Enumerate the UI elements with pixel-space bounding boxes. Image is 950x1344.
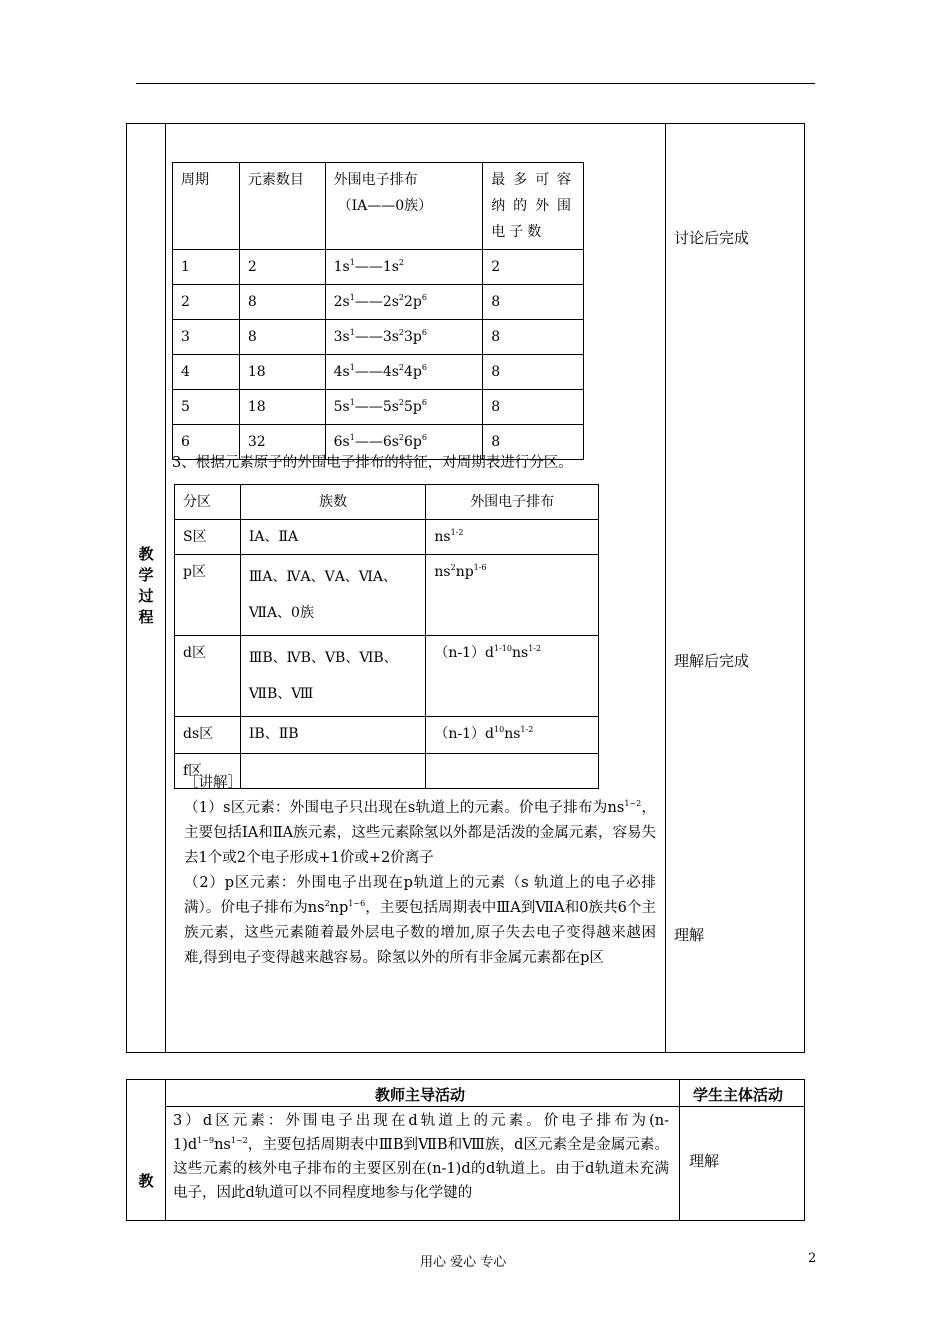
header-rule (136, 83, 815, 84)
cell-zone: S区 (175, 520, 241, 555)
student-note: 理解后完成 (674, 652, 750, 670)
table-header-row (175, 485, 599, 520)
column-divider (679, 1080, 680, 1220)
student-note: 理解 (689, 1152, 720, 1170)
cell-count: 2 (239, 250, 325, 285)
cell-period: 2 (173, 285, 240, 320)
page-number: 2 (808, 1251, 817, 1266)
footer-motto: 用心 爱心 专心 (420, 1255, 507, 1270)
header-student-activity: 学生主体活动 (693, 1086, 784, 1104)
header-teacher-activity: 教师主导活动 (375, 1086, 466, 1104)
side-label-teaching-process: 教学过程 (136, 546, 155, 630)
cell-max: 8 (483, 285, 584, 320)
cell-zone: f区 (175, 754, 241, 789)
table-row (173, 320, 584, 355)
cell-config: $1s^1——1s^2$ (325, 250, 483, 285)
cell-config: $6s^1——6s^26p^6$ (325, 425, 483, 460)
header-count: 元素数目 (239, 163, 325, 250)
cell-max: 8 (483, 355, 584, 390)
lecture-p-block: （2）p区元素：外围电子出现在p轨道上的元素（s 轨道上的电子必排满）。价电子排布为$ns^2np^{1\sim 6}$，主要包括周期表中ⅢA到ⅦA和0族共6个主族元素，这些元素随着最外层电子数的增加,原子失去电子变得越来越困难,得到电子变得越来越容易。除氢以外的所有非金属元素都在p区 (184, 875, 656, 966)
cell-count: 32 (239, 425, 325, 460)
table-row (173, 355, 584, 390)
side-label-cell (127, 124, 165, 1052)
table-row (175, 555, 599, 636)
table-header-row (173, 163, 584, 250)
cell-max: 2 (483, 250, 584, 285)
column-divider (665, 124, 666, 1052)
header-zone-config: 外围电子排布 (426, 485, 599, 520)
cell-zone-config: $(n-1)d^{10}ns^{1-2}$ (426, 717, 599, 754)
period-table (172, 162, 584, 460)
table-row (175, 717, 599, 754)
cell-groups: ⅢA、ⅣA、ⅤA、ⅥA、ⅦA、0族 (240, 555, 426, 636)
cell-count: 18 (239, 355, 325, 390)
table-row (173, 250, 584, 285)
cell-config: $5s^1——5s^25p^6$ (325, 390, 483, 425)
lecture-label: ［讲解］ (184, 775, 242, 791)
cell-period: 5 (173, 390, 240, 425)
lecture-d-block: 3）d区元素：外围电子出现在d轨道上的元素。价电子排布为$(n-1)d^{1\sim 9}ns^{1\sim 2}$，主要包括周期表中ⅢB到ⅦB和Ⅷ族，d区元素全是金属元素。这些元素的核外电子排布的主要区别在(n-1)d的d轨道上。由于d轨道未充满电子，因此d轨道可以不同程度地参与化学键的 (173, 1113, 669, 1201)
cell-count: 8 (239, 285, 325, 320)
zone-table (174, 484, 599, 789)
cell-period: 3 (173, 320, 240, 355)
cell-config: $3s^1——3s^23p^6$ (325, 320, 483, 355)
header-max: 最多可容纳的外围电子数 (483, 163, 584, 250)
header-period: 周期 (173, 163, 240, 250)
lesson-table-continued (126, 1079, 805, 1221)
student-note: 讨论后完成 (674, 229, 750, 247)
cell-zone: p区 (175, 555, 241, 636)
cell-period: 4 (173, 355, 240, 390)
header-zone: 分区 (175, 485, 241, 520)
cell-zone: ds区 (175, 717, 241, 754)
header-config-range: （ⅠA——0族） (337, 198, 433, 214)
header-config-title: 外围电子排布 (333, 172, 418, 188)
cell-period: 1 (173, 250, 240, 285)
section3-title: 3、根据元素原子的外围电子排布的特征，对周期表进行分区。 (172, 455, 573, 471)
cell-config: $2s^1——2s^22p^6$ (325, 285, 483, 320)
table-row (173, 390, 584, 425)
cell-zone: d区 (175, 636, 241, 717)
header-groups: 族数 (240, 485, 426, 520)
cell-max: 8 (483, 320, 584, 355)
table-row (173, 285, 584, 320)
cell-zone-config: $ns^2np^{1-6}$ (426, 555, 599, 636)
cell-groups: ⅠB、ⅡB (240, 717, 426, 754)
cell-count: 18 (239, 390, 325, 425)
cell-config: $4s^1——4s^24p^6$ (325, 355, 483, 390)
student-note: 理解 (674, 926, 705, 944)
cell-groups: ⅠA、ⅡA (240, 520, 426, 555)
table-row (175, 520, 599, 555)
cell-max: 8 (483, 390, 584, 425)
column-divider (165, 1080, 166, 1220)
column-divider (165, 124, 166, 1052)
lecture-s-block: （1）s区元素：外围电子只出现在s轨道上的元素。价电子排布为$ns^{1\sim 2}$，主要包括ⅠA和ⅡA族元素，这些元素除氢以外都是活泼的金属元素，容易失去1个或2个电子形成+1价或+2价离子 (184, 799, 656, 866)
table-row (175, 636, 599, 717)
cell-groups: ⅢB、ⅣB、ⅤB、ⅥB、ⅦB、Ⅷ (240, 636, 426, 717)
cell-count: 8 (239, 320, 325, 355)
cell-zone-config: $ns^{1-2}$ (426, 520, 599, 555)
side-label-teaching: 教 (138, 1172, 154, 1190)
header-config (325, 163, 483, 250)
cell-zone-config: $(n-1)d^{1-10}ns^{1-2}$ (426, 636, 599, 717)
cell-max: 8 (483, 425, 584, 460)
cell-period: 6 (173, 425, 240, 460)
header-rule (165, 1106, 804, 1107)
